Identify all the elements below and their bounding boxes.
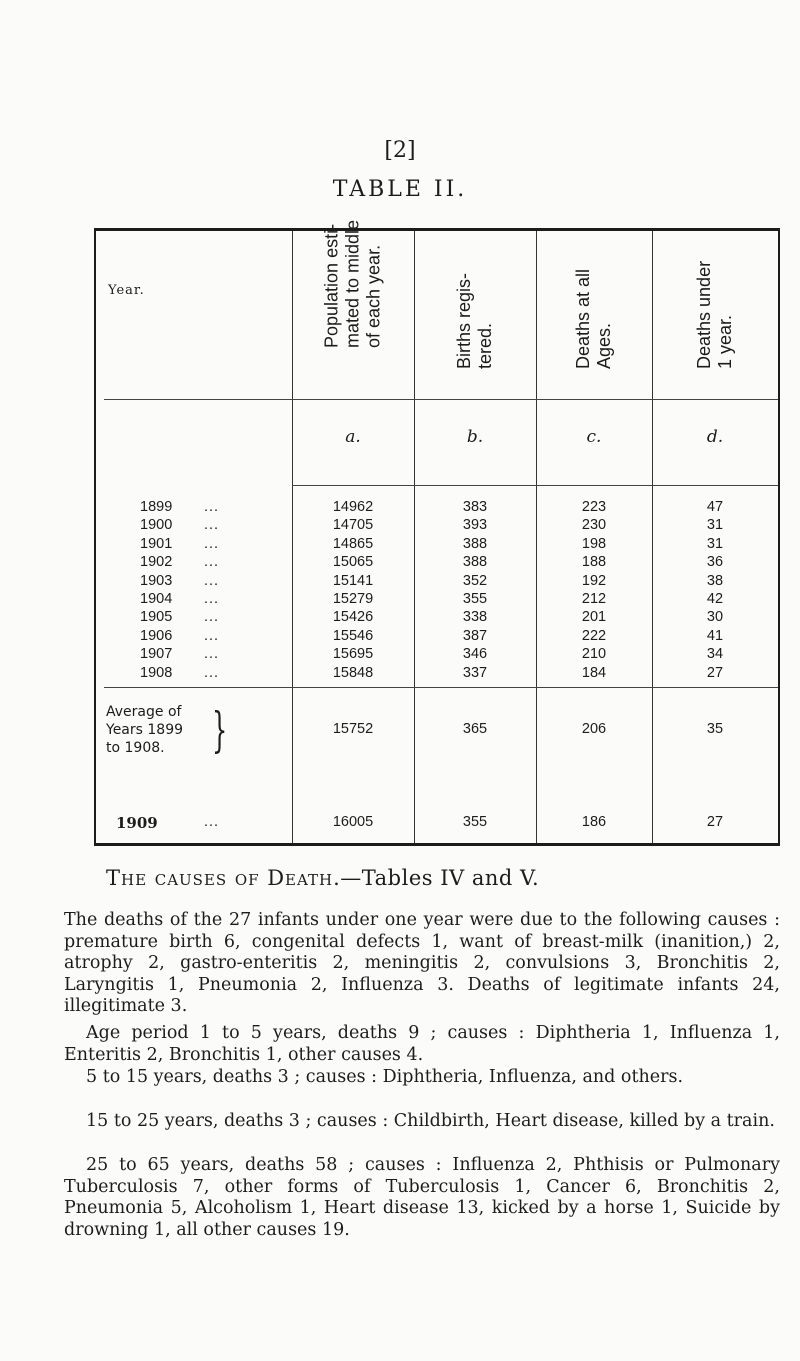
paragraph: 5 to 15 years, deaths 3 ; causes : Diphtheria, Influenza, and others.	[86, 1067, 684, 1087]
cell-under1: 31	[706, 517, 724, 534]
row-year	[140, 591, 250, 607]
current-under1: 27	[706, 814, 724, 830]
leader-dots: ...	[204, 814, 220, 830]
row-year-label: 1907	[140, 646, 173, 663]
leader-dots: ...	[204, 627, 220, 644]
row-year	[140, 517, 250, 533]
cell-births: 383	[462, 499, 488, 515]
average-row	[96, 721, 778, 742]
average-label-line: Years 1899	[106, 722, 184, 738]
current-population: 16005	[332, 814, 374, 830]
cell-under1: 42	[706, 591, 724, 607]
current-year-row	[96, 814, 778, 835]
year-header: Year.	[108, 283, 145, 298]
cell-population: 15141	[332, 572, 374, 589]
cell-births: 355	[462, 591, 488, 607]
row-year	[140, 646, 250, 662]
paragraph: 15 to 25 years, deaths 3 ; causes : Childbirth, Heart disease, killed by a train.	[86, 1111, 775, 1131]
cell-births: 387	[462, 627, 488, 644]
cell-births: 352	[462, 572, 488, 589]
cell-population: 14705	[332, 517, 374, 534]
deaths-under-1-header: Deaths under 1 year.	[694, 260, 735, 369]
cell-births: 388	[462, 535, 488, 552]
row-year	[140, 499, 250, 515]
paragraph: 25 to 65 years, deaths 58 ; causes : Influenza 2, Phthisis or Pulmonary Tuberculosis 7, other forms of Tuberculosis 1, Cancer 6, Bronchitis 2, Pneumonia 5, Alcoholism 1, Heart disease 13, kicked by a horse 1, Suicide by drowning 1, all other causes 19.	[64, 1155, 780, 1240]
leader-dots: ...	[204, 499, 220, 515]
cell-under1: 36	[706, 554, 724, 571]
births-header: Births regis- tered.	[454, 272, 495, 369]
average-population: 15752	[332, 721, 374, 737]
average-label-line: to 1908.	[106, 740, 165, 756]
cell-deaths: 212	[581, 591, 607, 607]
cell-population: 15426	[332, 609, 374, 626]
row-year	[140, 573, 250, 589]
leader-dots: ...	[204, 517, 220, 534]
leader-dots: ...	[204, 609, 220, 626]
cell-population: 14962	[332, 499, 374, 515]
row-year-label: 1899	[140, 499, 173, 515]
cell-under1: 47	[706, 499, 724, 515]
cell-population: 15279	[332, 591, 374, 607]
cell-births: 393	[462, 517, 488, 534]
row-year-label: 1905	[140, 609, 173, 626]
deaths-header: Deaths at all Ages.	[573, 268, 614, 369]
row-year-label: 1904	[140, 591, 173, 607]
cell-births: 346	[462, 646, 488, 663]
section-heading-caps: The causes of Death	[106, 866, 334, 890]
cell-deaths: 223	[581, 499, 607, 515]
row-year	[140, 554, 250, 570]
section-heading-rest: .—Tables IV and V.	[333, 866, 540, 890]
cell-population: 15848	[332, 664, 374, 681]
cell-deaths: 188	[581, 554, 607, 571]
row-year-label: 1901	[140, 535, 173, 552]
cell-births: 388	[462, 554, 488, 571]
average-under1: 35	[706, 721, 724, 737]
cell-deaths: 201	[581, 609, 607, 626]
average-rule	[104, 687, 778, 688]
current-year-label: 1909	[116, 814, 158, 832]
average-births: 365	[462, 721, 488, 737]
row-year	[140, 536, 250, 552]
row-year	[140, 609, 250, 625]
cell-under1: 30	[706, 609, 724, 626]
page-number: [2]	[384, 138, 416, 163]
cell-population: 15695	[332, 646, 374, 663]
cell-deaths: 198	[581, 535, 607, 552]
row-year	[140, 628, 250, 644]
cell-population: 15065	[332, 554, 374, 571]
cell-under1: 41	[706, 627, 724, 644]
cell-births: 338	[462, 609, 488, 626]
cell-deaths: 230	[581, 517, 607, 534]
leader-dots: ...	[204, 646, 220, 663]
cell-deaths: 184	[581, 664, 607, 681]
leader-dots: ...	[204, 591, 220, 607]
cell-under1: 34	[706, 646, 724, 663]
section-heading	[106, 866, 539, 890]
cell-population: 14865	[332, 535, 374, 552]
brace-icon: }	[212, 702, 228, 758]
paragraph: Age period 1 to 5 years, deaths 9 ; causes : Diphtheria 1, Influenza 1, Enteritis 2, Bronchitis 1, other causes 4.	[64, 1023, 780, 1065]
population-header: Population esti- mated to middle of each year.	[321, 219, 384, 348]
cell-deaths: 192	[581, 572, 607, 589]
cell-births: 337	[462, 664, 488, 681]
row-year-label: 1902	[140, 554, 173, 571]
leader-dots: ...	[204, 535, 220, 552]
leader-dots: ...	[204, 572, 220, 589]
table-row	[96, 665, 778, 686]
paragraph: The deaths of the 27 infants under one year were due to the following causes : premature birth 6, congenital defects 1, want of breast-milk (inanition,) 2, atrophy 2, gastro-enteritis 2, meningitis 2, convulsions 3, Bronchitis 2, Laryngitis 1, Pneumonia 2, Influenza 3. Deaths of legitimate infants 24, illegitimate 3.	[64, 910, 780, 1017]
row-year-label: 1900	[140, 517, 173, 534]
cell-deaths: 222	[581, 627, 607, 644]
row-year-label: 1906	[140, 627, 173, 644]
current-births: 355	[462, 814, 488, 830]
mortality-table	[94, 219, 780, 846]
col-letter-b: b.	[466, 427, 484, 447]
average-deaths: 206	[581, 721, 607, 737]
cell-under1: 31	[706, 535, 724, 552]
table-title: TABLE II.	[332, 177, 468, 202]
leader-dots: ...	[204, 664, 220, 681]
row-year	[140, 665, 250, 681]
col-letter-d: d.	[706, 427, 724, 447]
subheader-rule	[292, 485, 778, 486]
cell-population: 15546	[332, 627, 374, 644]
current-year	[116, 814, 226, 832]
cell-deaths: 210	[581, 646, 607, 663]
col-letter-a: a.	[345, 427, 361, 447]
current-deaths: 186	[581, 814, 607, 830]
leader-dots: ...	[204, 554, 220, 571]
cell-under1: 38	[706, 572, 724, 589]
row-year-label: 1908	[140, 664, 173, 681]
average-label-line: Average of	[106, 704, 182, 720]
row-year-label: 1903	[140, 572, 173, 589]
cell-under1: 27	[706, 664, 724, 681]
col-letter-c: c.	[586, 427, 602, 447]
